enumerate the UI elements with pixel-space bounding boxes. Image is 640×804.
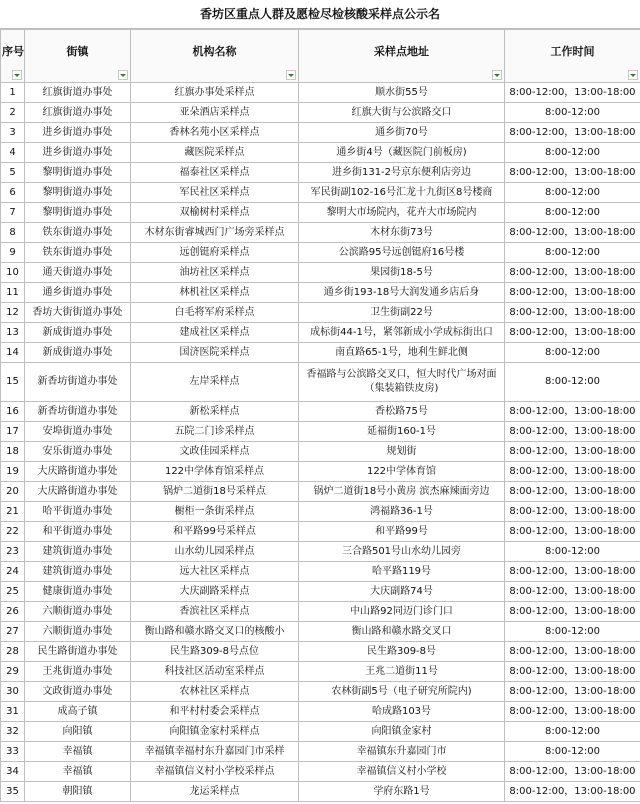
table-row <box>1 562 640 582</box>
table-row <box>1 183 640 203</box>
table-row <box>1 323 640 343</box>
cell-index[interactable]: 31 <box>1 702 25 722</box>
cell-address[interactable]: 幸福镇信义村小学校 <box>299 762 505 782</box>
cell-index[interactable]: 7 <box>1 203 25 223</box>
cell-index[interactable]: 6 <box>1 183 25 203</box>
table-row <box>1 123 640 143</box>
cell-org[interactable]: 远创铤府采样点 <box>131 243 299 263</box>
cell-street[interactable]: 进乡街道办事处 <box>25 123 131 143</box>
cell-index[interactable]: 20 <box>1 482 25 502</box>
cell-index[interactable]: 9 <box>1 243 25 263</box>
cell-address[interactable]: 进乡街131-2号京东便利店旁边 <box>299 163 505 183</box>
cell-hours[interactable]: 8:00-12:00 <box>505 363 640 402</box>
table-row <box>1 482 640 502</box>
cell-org[interactable]: 油坊社区采样点 <box>131 263 299 283</box>
cell-org[interactable]: 亚朵酒店采样点 <box>131 103 299 123</box>
cell-org[interactable]: 左岸采样点 <box>131 363 299 402</box>
filter-dropdown-icon[interactable] <box>286 70 296 80</box>
cell-index[interactable]: 21 <box>1 502 25 522</box>
sheet-title: 香坊区重点人群及愿检尽检核酸采样点公示名 <box>0 0 640 29</box>
cell-index[interactable]: 12 <box>1 303 25 323</box>
cell-org[interactable]: 建成社区采样点 <box>131 323 299 343</box>
cell-address[interactable]: 向阳镇金家村 <box>299 722 505 742</box>
table-row <box>1 462 640 482</box>
cell-street[interactable]: 哈平街道办事处 <box>25 502 131 522</box>
cell-street[interactable]: 六顺街道办事处 <box>25 622 131 642</box>
cell-street[interactable]: 向阳镇 <box>25 722 131 742</box>
cell-street[interactable]: 安乐街道办事处 <box>25 442 131 462</box>
cell-index[interactable]: 14 <box>1 343 25 363</box>
cell-index[interactable]: 27 <box>1 622 25 642</box>
cell-hours[interactable]: 8:00-12:00，13:00-18:00 <box>505 562 640 582</box>
cell-address[interactable]: 哈成路103号 <box>299 702 505 722</box>
cell-street[interactable]: 文政街道办事处 <box>25 682 131 702</box>
cell-street[interactable]: 大庆路街道办事处 <box>25 482 131 502</box>
sampling-sites-table <box>0 29 640 802</box>
cell-org[interactable]: 远大社区采样点 <box>131 562 299 582</box>
cell-hours[interactable]: 8:00-12:00，13:00-18:00 <box>505 263 640 283</box>
cell-street[interactable]: 通天街道办事处 <box>25 263 131 283</box>
cell-index[interactable]: 13 <box>1 323 25 343</box>
cell-hours[interactable]: 8:00-12:00，13:00-18:00 <box>505 283 640 303</box>
cell-address[interactable]: 规划街 <box>299 442 505 462</box>
cell-org[interactable]: 白毛将军府采样点 <box>131 303 299 323</box>
cell-address[interactable]: 成标街44-1号，紧邻新成小学成标街出口 <box>299 323 505 343</box>
cell-address[interactable]: 顺水街55号 <box>299 83 505 103</box>
cell-hours[interactable]: 8:00-12:00，13:00-18:00 <box>505 502 640 522</box>
cell-index[interactable]: 34 <box>1 762 25 782</box>
cell-address[interactable]: 红旗大街与公滨路交口 <box>299 103 505 123</box>
cell-address[interactable]: 鸿福路36-1号 <box>299 502 505 522</box>
cell-index[interactable]: 25 <box>1 582 25 602</box>
cell-org[interactable]: 幸福镇信义村小学校采样点 <box>131 762 299 782</box>
cell-index[interactable]: 1 <box>1 83 25 103</box>
cell-street[interactable]: 大庆路街道办事处 <box>25 462 131 482</box>
cell-street[interactable]: 红旗街道办事处 <box>25 103 131 123</box>
cell-org[interactable]: 民生路309-8号点位 <box>131 642 299 662</box>
table-row <box>1 103 640 123</box>
cell-hours[interactable]: 8:00-12:00 <box>505 742 640 762</box>
cell-street[interactable]: 民生路街道办事处 <box>25 642 131 662</box>
cell-hours[interactable]: 8:00-12:00 <box>505 542 640 562</box>
cell-hours[interactable]: 8:00-12:00，13:00-18:00 <box>505 522 640 542</box>
cell-address[interactable]: 卫生街副22号 <box>299 303 505 323</box>
cell-index[interactable]: 4 <box>1 143 25 163</box>
cell-index[interactable]: 19 <box>1 462 25 482</box>
cell-org[interactable]: 衡山路和赣水路交叉口的核酸小 <box>131 622 299 642</box>
cell-index[interactable]: 2 <box>1 103 25 123</box>
cell-hours[interactable]: 8:00-12:00，13:00-18:00 <box>505 163 640 183</box>
cell-org[interactable]: 香滨社区采样点 <box>131 602 299 622</box>
cell-street[interactable]: 黎明街道办事处 <box>25 183 131 203</box>
cell-hours[interactable]: 8:00-12:00，13:00-18:00 <box>505 442 640 462</box>
table-row <box>1 542 640 562</box>
cell-hours[interactable]: 8:00-12:00，13:00-18:00 <box>505 662 640 682</box>
cell-address[interactable]: 民生路309-8号 <box>299 642 505 662</box>
table-row <box>1 442 640 462</box>
cell-street[interactable]: 通乡街道办事处 <box>25 283 131 303</box>
cell-address[interactable]: 衡山路和赣水路交叉口 <box>299 622 505 642</box>
cell-org[interactable]: 122中学体育馆采样点 <box>131 462 299 482</box>
filter-dropdown-icon[interactable] <box>118 70 128 80</box>
cell-street[interactable]: 幸福镇 <box>25 762 131 782</box>
cell-org[interactable]: 军民社区采样点 <box>131 183 299 203</box>
cell-hours[interactable]: 8:00-12:00，13:00-18:00 <box>505 602 640 622</box>
table-row <box>1 502 640 522</box>
cell-street[interactable]: 新成街道办事处 <box>25 323 131 343</box>
filter-dropdown-icon[interactable] <box>492 70 502 80</box>
cell-hours[interactable]: 8:00-12:00，13:00-18:00 <box>505 83 640 103</box>
cell-index[interactable]: 11 <box>1 283 25 303</box>
table-row <box>1 343 640 363</box>
cell-hours[interactable]: 8:00-12:00，13:00-18:00 <box>505 303 640 323</box>
cell-index[interactable]: 35 <box>1 782 25 802</box>
cell-index[interactable]: 3 <box>1 123 25 143</box>
cell-street[interactable]: 幸福镇 <box>25 742 131 762</box>
header-row <box>1 30 640 83</box>
cell-hours[interactable]: 8:00-12:00，13:00-18:00 <box>505 402 640 422</box>
table-row <box>1 363 640 402</box>
cell-index[interactable]: 28 <box>1 642 25 662</box>
table-row <box>1 243 640 263</box>
cell-index[interactable]: 26 <box>1 602 25 622</box>
table-row <box>1 782 640 802</box>
cell-address[interactable]: 幸福镇东升嘉园门市 <box>299 742 505 762</box>
cell-index[interactable]: 10 <box>1 263 25 283</box>
table-row <box>1 263 640 283</box>
cell-address[interactable]: 中山路92同迈门诊门口 <box>299 602 505 622</box>
cell-org[interactable]: 木材东街睿城西门广场旁采样点 <box>131 223 299 243</box>
table-row <box>1 682 640 702</box>
cell-street[interactable]: 成高子镇 <box>25 702 131 722</box>
cell-org[interactable]: 五院二门诊采样点 <box>131 422 299 442</box>
cell-address[interactable]: 南直路65-1号，地利生鲜北侧 <box>299 343 505 363</box>
cell-street[interactable]: 香坊大街街道办事处 <box>25 303 131 323</box>
cell-street[interactable]: 新香坊街道办事处 <box>25 363 131 402</box>
cell-address[interactable]: 通乡街193-18号大润发通乡店后身 <box>299 283 505 303</box>
cell-street[interactable]: 健康街道办事处 <box>25 582 131 602</box>
cell-org[interactable]: 锅炉二道街18号采样点 <box>131 482 299 502</box>
cell-org[interactable]: 大庆副路采样点 <box>131 582 299 602</box>
cell-index[interactable]: 23 <box>1 542 25 562</box>
table-row <box>1 422 640 442</box>
table-row <box>1 622 640 642</box>
cell-index[interactable]: 15 <box>1 363 25 402</box>
cell-street[interactable]: 新成街道办事处 <box>25 343 131 363</box>
filter-dropdown-icon[interactable] <box>628 70 638 80</box>
cell-address[interactable]: 学府东路1号 <box>299 782 505 802</box>
cell-hours[interactable]: 8:00-12:00 <box>505 143 640 163</box>
cell-address[interactable]: 军民街副102-16号汇龙十九街区8号楼商 <box>299 183 505 203</box>
cell-hours[interactable]: 8:00-12:00 <box>505 243 640 263</box>
cell-org[interactable]: 向阳镇金家村采样点 <box>131 722 299 742</box>
cell-street[interactable]: 黎明街道办事处 <box>25 203 131 223</box>
cell-org[interactable]: 红旗办事处采样点 <box>131 83 299 103</box>
cell-street[interactable]: 红旗街道办事处 <box>25 83 131 103</box>
table-body <box>1 83 640 802</box>
cell-index[interactable]: 29 <box>1 662 25 682</box>
header-street: 街镇 <box>25 30 131 83</box>
table-row <box>1 83 640 103</box>
cell-org[interactable]: 龙运采样点 <box>131 782 299 802</box>
cell-org[interactable]: 和平村村委会采样点 <box>131 702 299 722</box>
cell-hours[interactable]: 8:00-12:00，13:00-18:00 <box>505 123 640 143</box>
cell-street[interactable]: 和平街道办事处 <box>25 522 131 542</box>
cell-hours[interactable]: 8:00-12:00，13:00-18:00 <box>505 462 640 482</box>
cell-street[interactable]: 进乡街道办事处 <box>25 143 131 163</box>
cell-address[interactable]: 延福街160-1号 <box>299 422 505 442</box>
cell-address[interactable]: 通乡街4号（藏医院门前板房) <box>299 143 505 163</box>
cell-address[interactable]: 香福路与公滨路交叉口，恒大时代广场对面（集装箱铁皮房) <box>299 363 505 402</box>
cell-hours[interactable]: 8:00-12:00，13:00-18:00 <box>505 762 640 782</box>
cell-address[interactable]: 香松路75号 <box>299 402 505 422</box>
cell-org[interactable]: 国济医院采样点 <box>131 343 299 363</box>
cell-address[interactable]: 三合路501号山水幼儿园旁 <box>299 542 505 562</box>
cell-hours[interactable]: 8:00-12:00，13:00-18:00 <box>505 482 640 502</box>
cell-address[interactable]: 122中学体育馆 <box>299 462 505 482</box>
table-row <box>1 642 640 662</box>
cell-address[interactable]: 和平路99号 <box>299 522 505 542</box>
cell-index[interactable]: 18 <box>1 442 25 462</box>
table-row <box>1 203 640 223</box>
cell-index[interactable]: 8 <box>1 223 25 243</box>
cell-address[interactable]: 哈平路119号 <box>299 562 505 582</box>
cell-hours[interactable]: 8:00-12:00 <box>505 203 640 223</box>
cell-index[interactable]: 16 <box>1 402 25 422</box>
cell-index[interactable]: 33 <box>1 742 25 762</box>
cell-index[interactable]: 22 <box>1 522 25 542</box>
cell-hours[interactable]: 8:00-12:00 <box>505 103 640 123</box>
cell-address[interactable]: 果园街18-5号 <box>299 263 505 283</box>
cell-street[interactable]: 铁东街道办事处 <box>25 243 131 263</box>
cell-hours[interactable]: 8:00-12:00，13:00-18:00 <box>505 702 640 722</box>
table-row <box>1 662 640 682</box>
cell-address[interactable]: 木材东街73号 <box>299 223 505 243</box>
table-row <box>1 163 640 183</box>
cell-hours[interactable]: 8:00-12:00，13:00-18:00 <box>505 422 640 442</box>
cell-index[interactable]: 17 <box>1 422 25 442</box>
cell-org[interactable]: 香林名苑小区采样点 <box>131 123 299 143</box>
cell-index[interactable]: 5 <box>1 163 25 183</box>
header-index: 序号 <box>1 30 25 83</box>
table-row <box>1 522 640 542</box>
cell-street[interactable]: 铁东街道办事处 <box>25 223 131 243</box>
header-org: 机构名称 <box>131 30 299 83</box>
cell-hours[interactable]: 8:00-12:00，13:00-18:00 <box>505 582 640 602</box>
table-row <box>1 303 640 323</box>
table-row <box>1 602 640 622</box>
filter-dropdown-icon[interactable] <box>12 70 22 80</box>
cell-org[interactable]: 福泰社区采样点 <box>131 163 299 183</box>
cell-address[interactable]: 通乡街70号 <box>299 123 505 143</box>
cell-hours[interactable]: 8:00-12:00 <box>505 343 640 363</box>
table-row <box>1 702 640 722</box>
table-row <box>1 223 640 243</box>
cell-org[interactable]: 山水幼儿园采样点 <box>131 542 299 562</box>
cell-hours[interactable]: 8:00-12:00 <box>505 722 640 742</box>
cell-hours[interactable]: 8:00-12:00，13:00-18:00 <box>505 782 640 802</box>
cell-address[interactable]: 王兆二道街11号 <box>299 662 505 682</box>
table-row <box>1 762 640 782</box>
table-row <box>1 143 640 163</box>
cell-org[interactable]: 农林社区采样点 <box>131 682 299 702</box>
cell-org[interactable]: 文政佳园采样点 <box>131 442 299 462</box>
cell-street[interactable]: 安埠街道办事处 <box>25 422 131 442</box>
cell-hours[interactable]: 8:00-12:00 <box>505 183 640 203</box>
table-row <box>1 402 640 422</box>
table-row <box>1 722 640 742</box>
cell-street[interactable]: 建筑街道办事处 <box>25 562 131 582</box>
cell-org[interactable]: 幸福镇幸福村东升嘉园门市采样 <box>131 742 299 762</box>
cell-street[interactable]: 王兆街道办事处 <box>25 662 131 682</box>
cell-street[interactable]: 建筑街道办事处 <box>25 542 131 562</box>
cell-org[interactable]: 林机社区采样点 <box>131 283 299 303</box>
cell-index[interactable]: 32 <box>1 722 25 742</box>
cell-street[interactable]: 黎明街道办事处 <box>25 163 131 183</box>
cell-street[interactable]: 新香坊街道办事处 <box>25 402 131 422</box>
cell-address[interactable]: 农林街副5号（电子研究所院内) <box>299 682 505 702</box>
cell-hours[interactable]: 8:00-12:00 <box>505 622 640 642</box>
header-hours: 工作时间 <box>505 30 640 83</box>
cell-org[interactable]: 科技社区活动室采样点 <box>131 662 299 682</box>
table-row <box>1 742 640 762</box>
cell-hours[interactable]: 8:00-12:00，13:00-18:00 <box>505 223 640 243</box>
cell-street[interactable]: 朝阳镇 <box>25 782 131 802</box>
table-row <box>1 283 640 303</box>
cell-address[interactable]: 黎明大市场院内，花卉大市场院内 <box>299 203 505 223</box>
cell-hours[interactable]: 8:00-12:00，13:00-18:00 <box>505 323 640 343</box>
cell-hours[interactable]: 8:00-12:00，13:00-18:00 <box>505 682 640 702</box>
cell-address[interactable]: 锅炉二道街18号小黄房 滨杰麻辣面旁边 <box>299 482 505 502</box>
cell-street[interactable]: 六顺街道办事处 <box>25 602 131 622</box>
cell-address[interactable]: 公滨路95号远创铤府16号楼 <box>299 243 505 263</box>
cell-org[interactable]: 橱柜一条街采样点 <box>131 502 299 522</box>
cell-address[interactable]: 大庆副路74号 <box>299 582 505 602</box>
cell-org[interactable]: 新松采样点 <box>131 402 299 422</box>
cell-index[interactable]: 24 <box>1 562 25 582</box>
table-row <box>1 582 640 602</box>
cell-index[interactable]: 30 <box>1 682 25 702</box>
cell-org[interactable]: 藏医院采样点 <box>131 143 299 163</box>
cell-org[interactable]: 双榆树村采样点 <box>131 203 299 223</box>
cell-hours[interactable]: 8:00-12:00，13:00-18:00 <box>505 642 640 662</box>
header-address: 采样点地址 <box>299 30 505 83</box>
cell-org[interactable]: 和平路99号采样点 <box>131 522 299 542</box>
